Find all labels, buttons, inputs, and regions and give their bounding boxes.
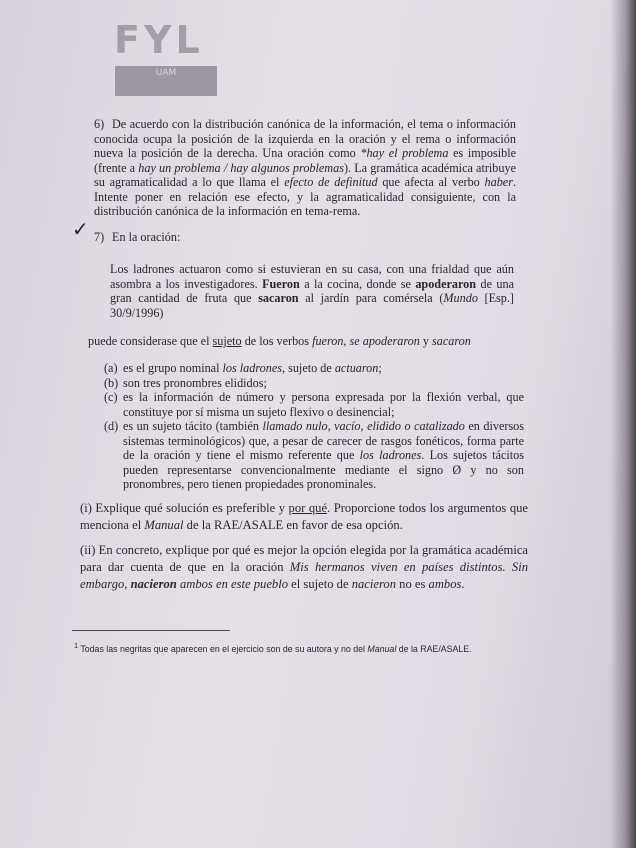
lead-verbs: sacaron	[432, 334, 471, 348]
q6-text: es imposible (frente a	[94, 146, 516, 175]
quote-text: al jardín para comérsela (	[298, 291, 444, 305]
quote-text: Los ladrones actuaron como si estuvieran en su casa, con una frialdad que aún asombra a los investigadores.	[110, 262, 514, 291]
option-label: (c)	[104, 390, 118, 404]
lead-verbs: fueron, se apoderaron	[312, 334, 420, 348]
quote-verb-bold: apoderaron	[415, 276, 477, 291]
option-text: son tres pronombres elididos;	[123, 375, 267, 390]
example-verb-bold: nacieron	[130, 577, 177, 591]
question-7-number: 7)	[94, 230, 105, 244]
option-b	[104, 376, 524, 391]
q6-text: De acuerdo con la distribución canónica de la información, el tema o información conocida ocupa la posición de la izquierda en la oración y el rema o información nueva la posición de la derecha. Una oración como	[94, 117, 516, 160]
lead-text: puede considerase que el	[88, 334, 213, 348]
option-c	[104, 390, 524, 419]
quote-text: de una gran cantidad de fruta que	[110, 276, 514, 305]
q6-term: efecto de definitud	[284, 175, 378, 189]
example-sentence: ambos en este pueblo	[176, 577, 289, 591]
q6-verb: haber	[484, 175, 513, 189]
quote-verb-bold: sacaron	[258, 291, 299, 305]
option-a	[104, 361, 524, 376]
quote-source: Mundo	[443, 291, 478, 305]
q6-example-ungrammatical: *hay el problema	[360, 146, 449, 160]
lead-subject-underlined: sujeto	[212, 334, 242, 348]
example-sentence: Mis hermanos viven en países distintos. Sin embargo,	[80, 560, 529, 591]
option-label: (b)	[104, 375, 119, 390]
q7-intro-text: En la oración:	[112, 230, 181, 244]
option-label: (d)	[104, 419, 119, 433]
option-label: (a)	[104, 361, 118, 375]
checkmark-icon: ✓	[72, 217, 89, 241]
university-logo-bar	[115, 66, 217, 96]
option-text: es el grupo nominal los ladrones, sujeto de actuaron;	[123, 361, 382, 375]
option-text: es la información de número y persona expresada por la flexión verbal, que constituye por sí misma un sujeto flexivo o desinencial;	[123, 390, 524, 419]
option-d	[104, 419, 524, 492]
faculty-logo: FYL	[114, 18, 204, 62]
footnote-manual: Manual	[367, 643, 397, 654]
quote-text: a la cocina, donde se	[299, 276, 416, 291]
question-7-intro	[94, 230, 180, 245]
quote-verb-bold: Fueron	[262, 276, 300, 291]
subquestion-i: (i) Explique qué solución es preferible y por qué. Proporcione todos los argumentos que menciona el Manual de la RAE/ASALE en favor de esa opción.	[80, 501, 528, 532]
subquestion-ii: (ii) En concreto, explique por qué es mejor la opción elegida por la gramática académica para dar cuenta de que en la oración Mis hermanos viven en países distintos. Sin embargo, nacieron ambos en este pueblo el sujeto de nacieron no es ambos.	[80, 543, 529, 591]
manual-title: Manual	[144, 518, 184, 532]
underlined-por-que: por qué	[288, 501, 328, 515]
footnote-mark: 1	[74, 641, 79, 650]
q6-example-grammatical: hay un problema / hay algunos problemas	[138, 160, 344, 175]
option-text: es un sujeto tácito (también llamado nulo, vacío, elidido o catalizado en diversos sistemas terminológicos) que, a pesar de carecer de rasgos fonéticos, forma parte de la oración y tiene el mismo referente que los ladrones. Los sujetos tácitos pueden representarse convencionalmente mediante el signo Ø y no son pronombres, pero tienen propiedades pronominales.	[123, 419, 525, 491]
question-6-number: 6)	[94, 117, 105, 131]
quote-text: [Esp.] 30/9/1996)	[110, 291, 514, 320]
q6-text: que afecta al verbo	[377, 175, 485, 189]
question-7-lead	[88, 334, 518, 349]
university-logo-text: UAM	[155, 68, 177, 78]
example-quote	[110, 262, 514, 320]
page-edge-shadow	[610, 0, 636, 848]
answer-options	[104, 361, 524, 492]
question-6	[94, 117, 516, 219]
q6-text: ). La gramática académica atribuye su agramaticalidad a lo que llama el	[94, 160, 516, 189]
lead-text: y	[419, 334, 433, 348]
q6-text: . Intente poner en relación ese efecto, y la agramaticalidad consiguiente, con la distribución canónica de la información en tema-rema.	[94, 175, 516, 218]
lead-text: de los verbos	[241, 334, 313, 348]
footnote-divider	[72, 630, 230, 631]
footnote: $^1$ Todas las negritas que aparecen en el ejercicio son de su autora y no del Manual de la RAE/ASALE.	[74, 641, 472, 654]
